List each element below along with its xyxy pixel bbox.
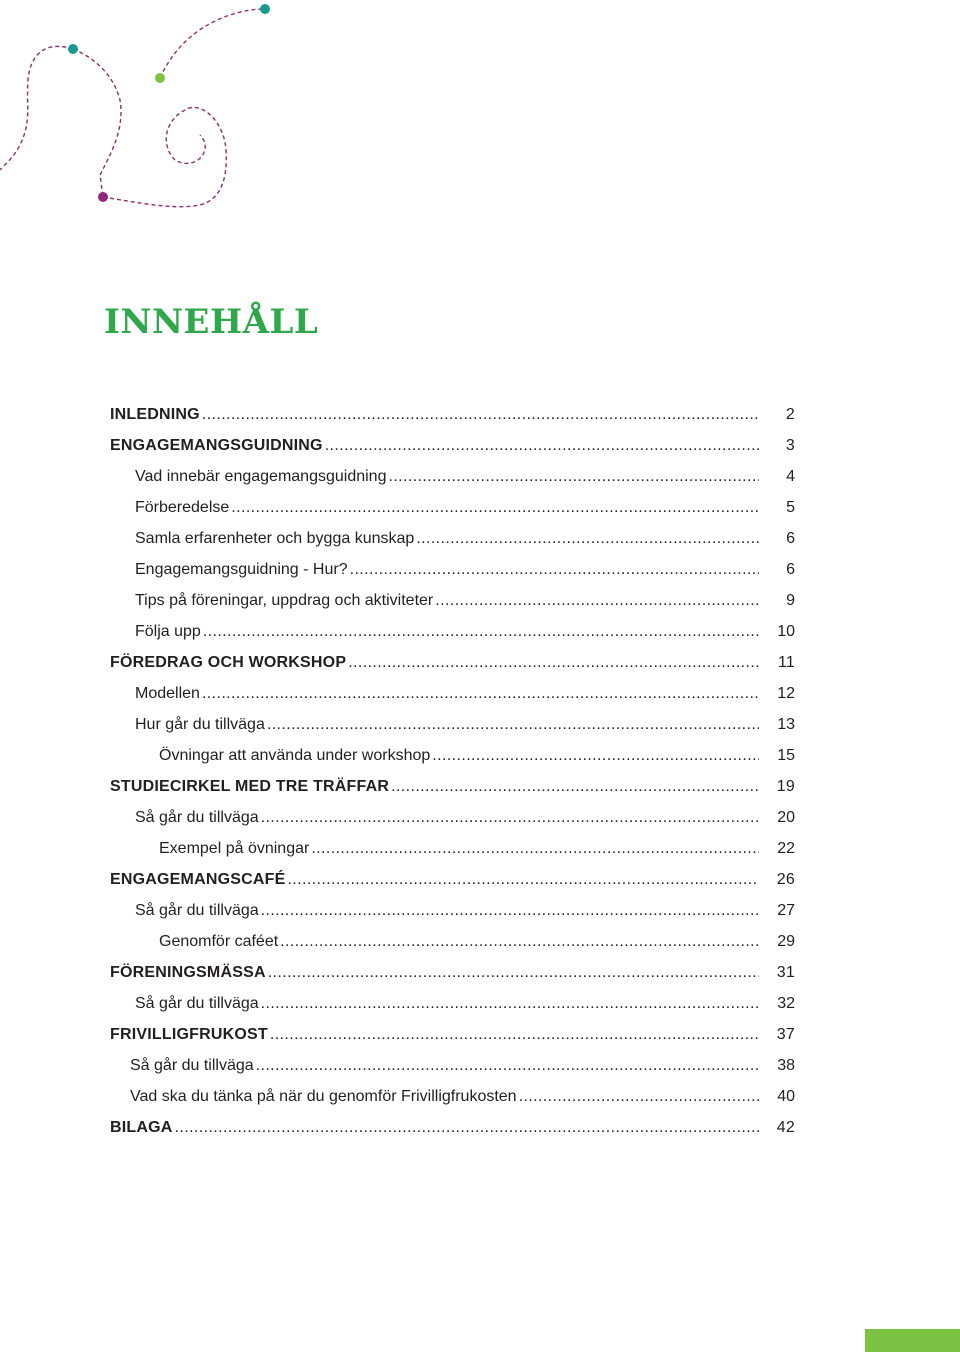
leader-dots (432, 740, 759, 771)
leader-dots (203, 616, 759, 647)
lime-dot (155, 73, 165, 83)
toc-entry[interactable] (110, 399, 795, 430)
toc-entry[interactable] (110, 988, 795, 1019)
leader-dots (175, 1112, 759, 1143)
toc-page-number: 29 (777, 933, 795, 950)
toc-entry-title: Samla erfarenheter och bygga kunskap (135, 530, 415, 547)
toc-page-number: 10 (777, 623, 795, 640)
corner-color-tab (865, 1329, 960, 1352)
toc-entry-title: Exempel på övningar (159, 840, 310, 857)
toc-page-number: 31 (776, 964, 795, 981)
toc-page-number: 19 (776, 778, 795, 795)
toc-entry-title: ENGAGEMANGSGUIDNING (110, 437, 323, 454)
toc-entry-title: BILAGA (110, 1119, 173, 1136)
leader-dots (261, 895, 759, 926)
leader-dots (350, 554, 759, 585)
leader-dots (391, 771, 759, 802)
toc-entry[interactable] (110, 709, 795, 740)
toc-entry[interactable] (110, 926, 795, 957)
toc-entry-title: STUDIECIRKEL MED TRE TRÄFFAR (110, 778, 390, 795)
teal-dot (260, 4, 270, 14)
toc-page-number: 11 (777, 654, 795, 671)
toc-entry-title: Tips på föreningar, uppdrag och aktiviteter (135, 592, 434, 609)
toc-page-number: 26 (776, 871, 795, 888)
toc-entry[interactable] (110, 1050, 795, 1081)
page-title: INNEHÅLL (104, 302, 319, 342)
toc-page-number: 5 (786, 499, 795, 516)
toc-entry[interactable] (110, 492, 795, 523)
leader-dots (325, 430, 759, 461)
toc-entry-title: Så går du tillväga (135, 995, 259, 1012)
toc-entry-title: Hur går du tillväga (135, 716, 265, 733)
toc-entry[interactable] (110, 585, 795, 616)
leader-dots (280, 926, 759, 957)
toc-entry-title: FÖREDRAG OCH WORKSHOP (110, 654, 347, 671)
toc-entry[interactable] (110, 523, 795, 554)
leader-dots (416, 523, 759, 554)
toc-entry-title: Vad innebär engagemangsguidning (135, 468, 387, 485)
toc-page-number: 4 (786, 468, 795, 485)
toc-entry-title: Övningar att använda under workshop (159, 747, 431, 764)
toc-page-number: 20 (777, 809, 795, 826)
toc-entry-title: FÖRENINGSMÄSSA (110, 964, 266, 981)
toc-entry[interactable] (110, 1081, 795, 1112)
toc-page-number: 22 (777, 840, 795, 857)
toc-entry[interactable] (110, 678, 795, 709)
toc-page-number: 32 (777, 995, 795, 1012)
toc-entry[interactable] (110, 1112, 795, 1143)
toc-entry-title: ENGAGEMANGSCAFÉ (110, 871, 286, 888)
toc-entry-title: Så går du tillväga (130, 1057, 254, 1074)
toc-entry[interactable] (110, 461, 795, 492)
toc-page-number: 38 (777, 1057, 795, 1074)
toc-entry-title: Så går du tillväga (135, 809, 259, 826)
leader-dots (270, 1019, 759, 1050)
toc-entry[interactable] (110, 616, 795, 647)
toc-entry[interactable] (110, 802, 795, 833)
toc-entry[interactable] (110, 740, 795, 771)
toc-page-number: 2 (785, 406, 795, 423)
toc-page-number: 37 (776, 1026, 795, 1043)
toc-page-number: 3 (785, 437, 795, 454)
toc-entry[interactable] (110, 771, 795, 802)
leader-dots (311, 833, 759, 864)
leader-dots (388, 461, 759, 492)
leader-dots (287, 864, 759, 895)
toc-entry[interactable] (110, 430, 795, 461)
toc-entry[interactable] (110, 957, 795, 988)
leader-dots (202, 399, 759, 430)
toc-entry[interactable] (110, 647, 795, 678)
toc-entry[interactable] (110, 833, 795, 864)
leader-dots (261, 802, 759, 833)
toc-page-number: 42 (776, 1119, 795, 1136)
toc-entry[interactable] (110, 554, 795, 585)
leader-dots (268, 957, 759, 988)
teal-dot (68, 44, 78, 54)
toc-page-number: 15 (777, 747, 795, 764)
toc-entry-title: FRIVILLIGFRUKOST (110, 1026, 268, 1043)
table-of-contents (110, 399, 795, 1143)
magenta-dot (98, 192, 108, 202)
toc-entry-title: Vad ska du tänka på när du genomför Frivilligfrukosten (130, 1088, 517, 1105)
toc-entry[interactable] (110, 1019, 795, 1050)
toc-page-number: 12 (777, 685, 795, 702)
toc-entry-title: Modellen (135, 685, 200, 702)
toc-page-number: 6 (786, 561, 795, 578)
leader-dots (435, 585, 759, 616)
leader-dots (256, 1050, 759, 1081)
toc-entry[interactable] (110, 895, 795, 926)
leader-dots (267, 709, 759, 740)
toc-page-number: 40 (777, 1088, 795, 1105)
leader-dots (348, 647, 759, 678)
leader-dots (261, 988, 759, 1019)
toc-entry-title: INLEDNING (110, 406, 200, 423)
toc-entry-title: Följa upp (135, 623, 201, 640)
toc-entry-title: Engagemangsguidning - Hur? (135, 561, 348, 578)
toc-entry-title: Så går du tillväga (135, 902, 259, 919)
toc-page-number: 6 (786, 530, 795, 547)
toc-page-number: 9 (786, 592, 795, 609)
toc-page-number: 27 (777, 902, 795, 919)
leader-dots (231, 492, 759, 523)
dotted-path-decoration (0, 0, 300, 230)
toc-entry-title: Förberedelse (135, 499, 230, 516)
leader-dots (519, 1081, 759, 1112)
toc-entry-title: Genomför caféet (159, 933, 279, 950)
toc-page-number: 13 (777, 716, 795, 733)
toc-entry[interactable] (110, 864, 795, 895)
leader-dots (202, 678, 759, 709)
